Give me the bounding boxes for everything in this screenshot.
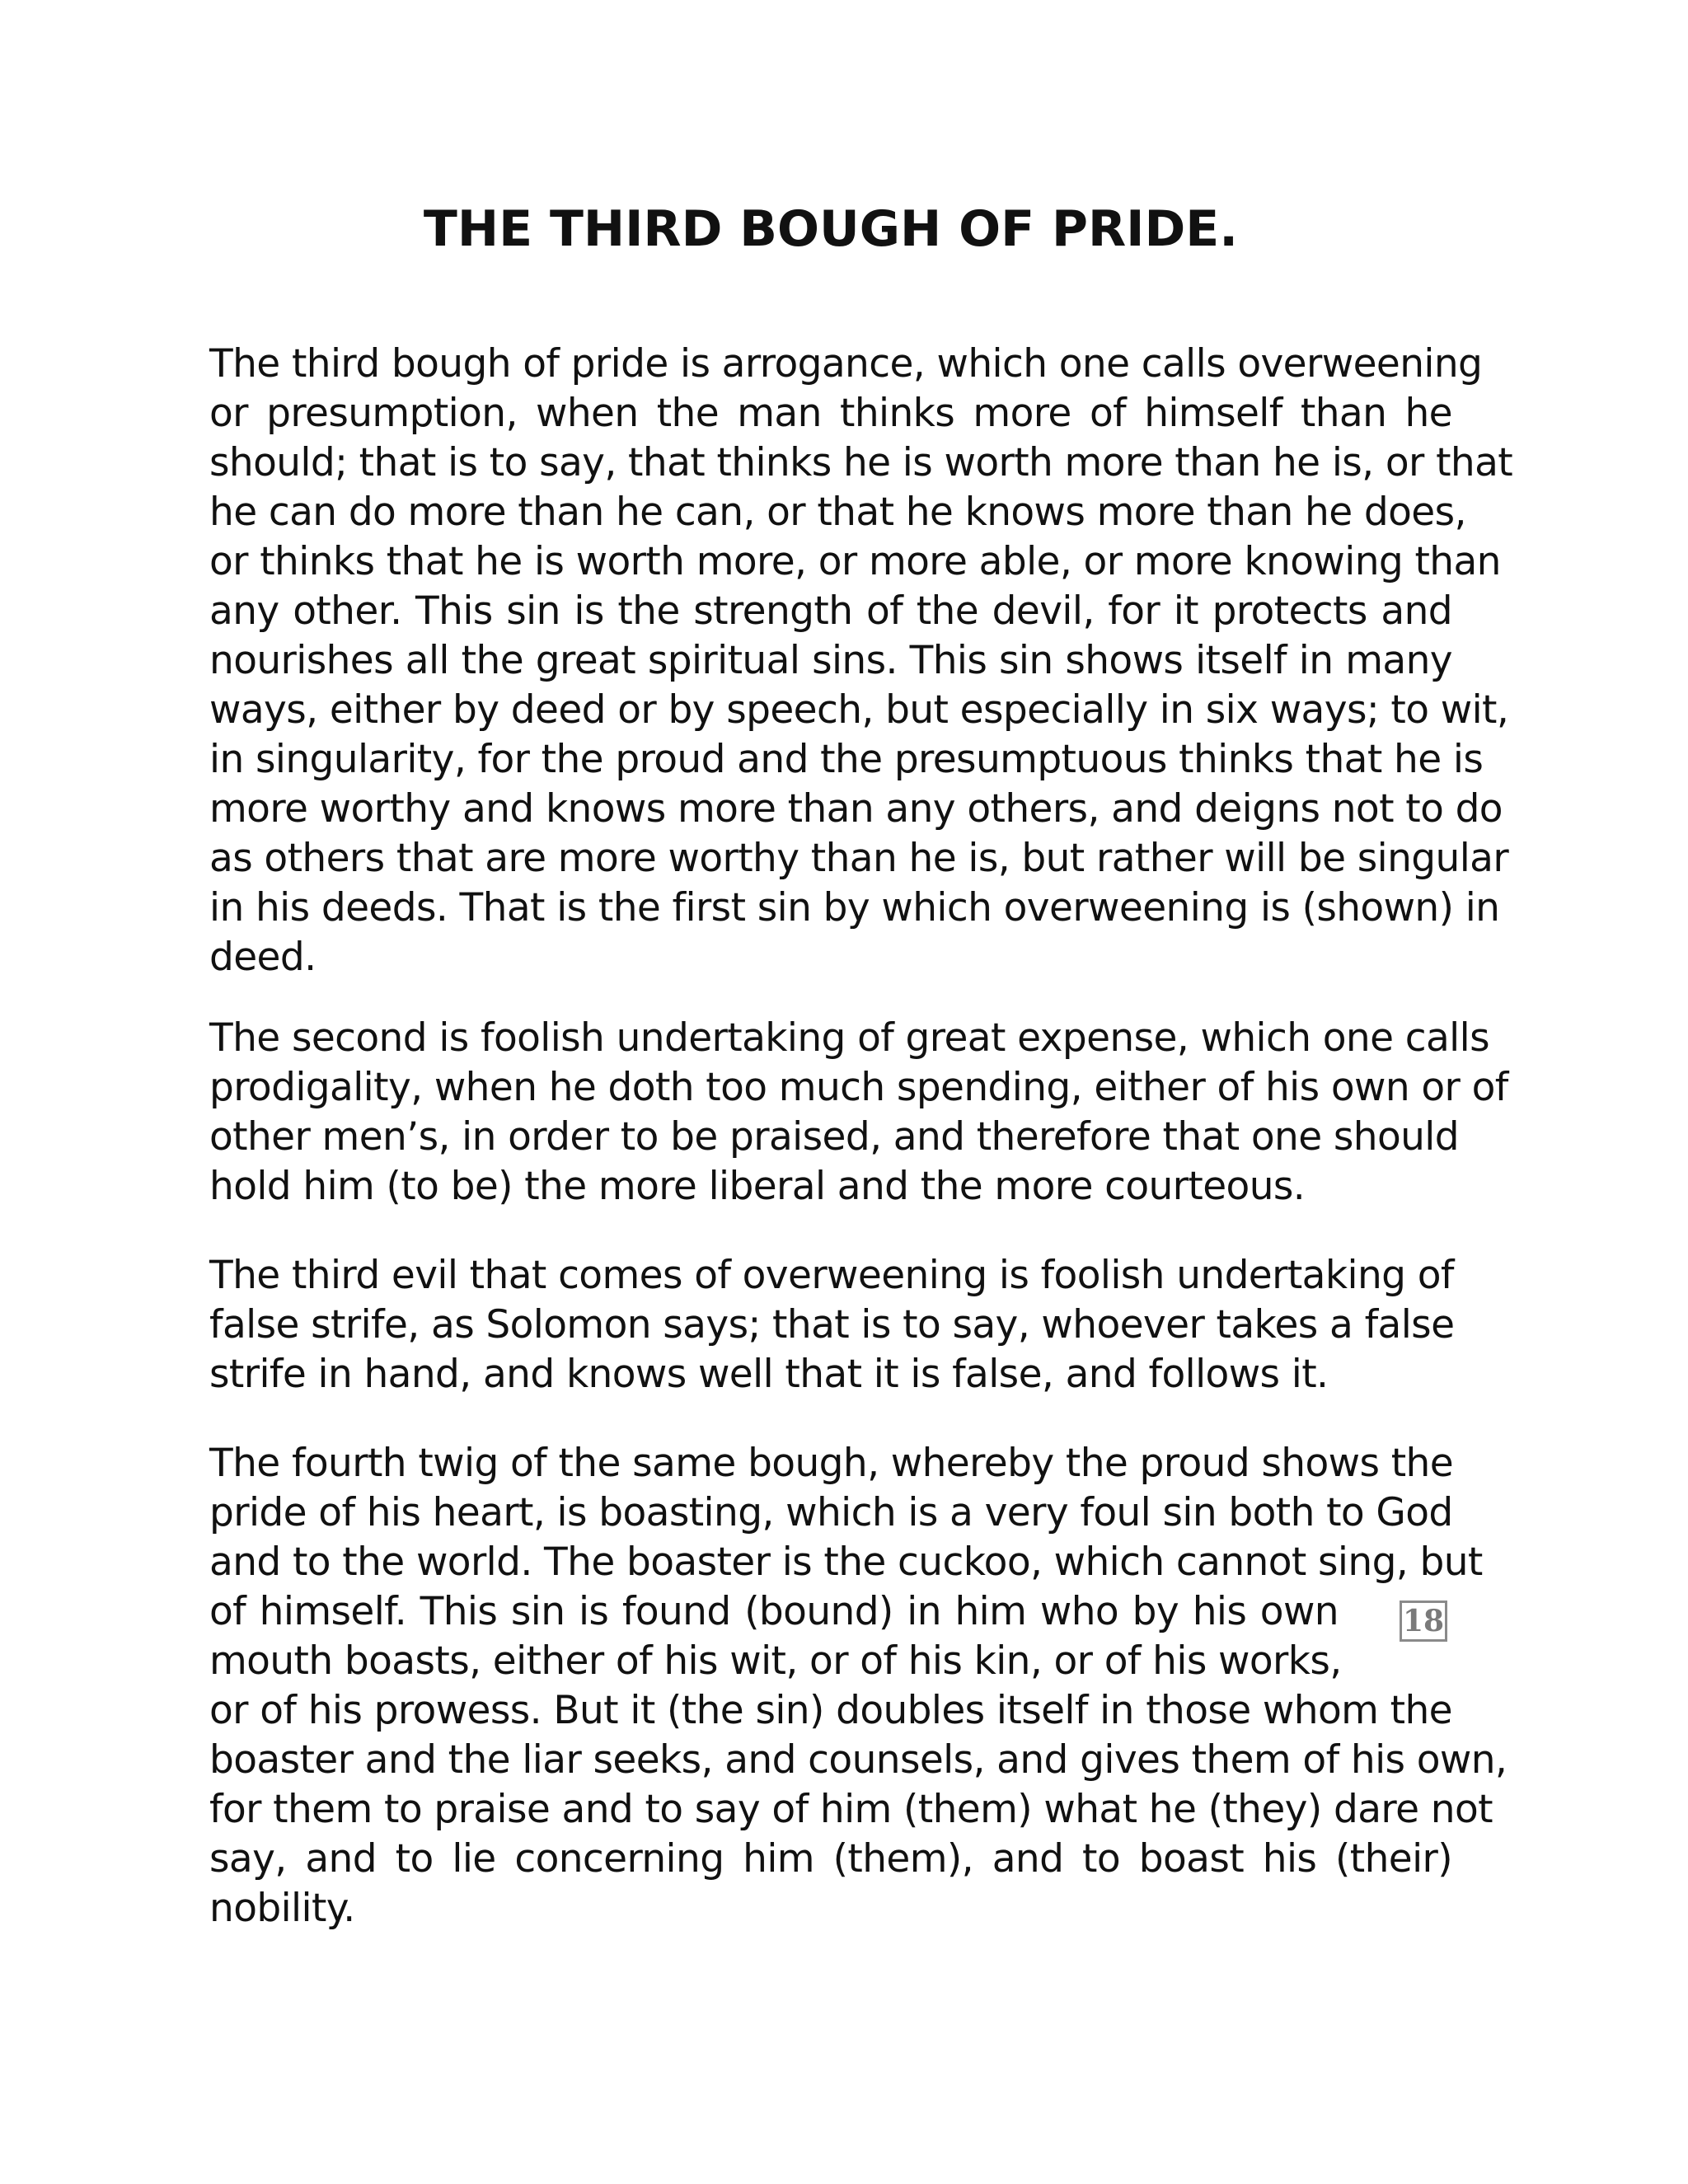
text-line: The third bough of pride is arrogance, which one calls overweening <box>209 341 1483 387</box>
text-line: say, and to lie concerning him (them), and to boast his (their) <box>209 1836 1452 1882</box>
text-line: hold him (to be) the more liberal and the more courteous. <box>209 1164 1306 1209</box>
text-line: The fourth twig of the same bough, whereby the proud shows the <box>209 1441 1454 1486</box>
text-line: in his deeds. That is the first sin by which overweening is (shown) in <box>209 885 1500 930</box>
text-line: The second is foolish undertaking of great expense, which one calls <box>209 1015 1489 1061</box>
page-number-badge: 18 <box>1400 1601 1447 1642</box>
text-line: ways, either by deed or by speech, but especially in six ways; to wit, <box>209 687 1509 733</box>
text-line: or thinks that he is worth more, or more able, or more knowing than <box>209 539 1501 584</box>
text-line: in singularity, for the proud and the presumptuous thinks that he is <box>209 737 1484 782</box>
paragraph-prodigality <box>209 1014 1508 1212</box>
paragraph-arrogance <box>209 340 1513 982</box>
text-line: should; that is to say, that thinks he is worth more than he is, or that <box>209 440 1513 485</box>
text-line: other men’s, in order to be praised, and therefore that one should <box>209 1114 1459 1160</box>
text-line: nobility. <box>209 1886 355 1931</box>
text-line: for them to praise and to say of him (them) what he (they) dare not <box>209 1787 1493 1832</box>
text-line: pride of his heart, is boasting, which is a very foul sin both to God <box>209 1490 1453 1535</box>
text-line: more worthy and knows more than any others, and deigns not to do <box>209 786 1503 832</box>
paragraph-boasting <box>209 1439 1507 1933</box>
text-line: as others that are more worthy than he is, but rather will be singular <box>209 836 1509 881</box>
text-line: and to the world. The boaster is the cuckoo, which cannot sing, but <box>209 1540 1483 1585</box>
text-line: nourishes all the great spiritual sins. This sin shows itself in many <box>209 638 1452 683</box>
text-line: mouth boasts, either of his wit, or of his kin, or of his works, <box>209 1638 1342 1684</box>
text-line: or presumption, when the man thinks more of himself than he <box>209 391 1452 436</box>
text-line: he can do more than he can, or that he knows more than he does, <box>209 490 1466 535</box>
paragraph-false-strife <box>209 1251 1455 1399</box>
text-line: boaster and the liar seeks, and counsels, and gives them of his own, <box>209 1737 1507 1783</box>
text-line: of himself. This sin is found (bound) in him who by his own <box>209 1589 1339 1634</box>
text-line: deed. <box>209 935 316 980</box>
page-title: THE THIRD BOUGH OF PRIDE. <box>423 200 1239 258</box>
text-line: false strife, as Solomon says; that is to say, whoever takes a false <box>209 1302 1455 1347</box>
text-line: strife in hand, and knows well that it is false, and follows it. <box>209 1352 1329 1397</box>
text-line: any other. This sin is the strength of the devil, for it protects and <box>209 588 1452 634</box>
text-line: prodigality, when he doth too much spending, either of his own or of <box>209 1065 1508 1110</box>
text-line: or of his prowess. But it (the sin) doubles itself in those whom the <box>209 1688 1452 1733</box>
text-line: The third evil that comes of overweening is foolish undertaking of <box>209 1253 1454 1298</box>
